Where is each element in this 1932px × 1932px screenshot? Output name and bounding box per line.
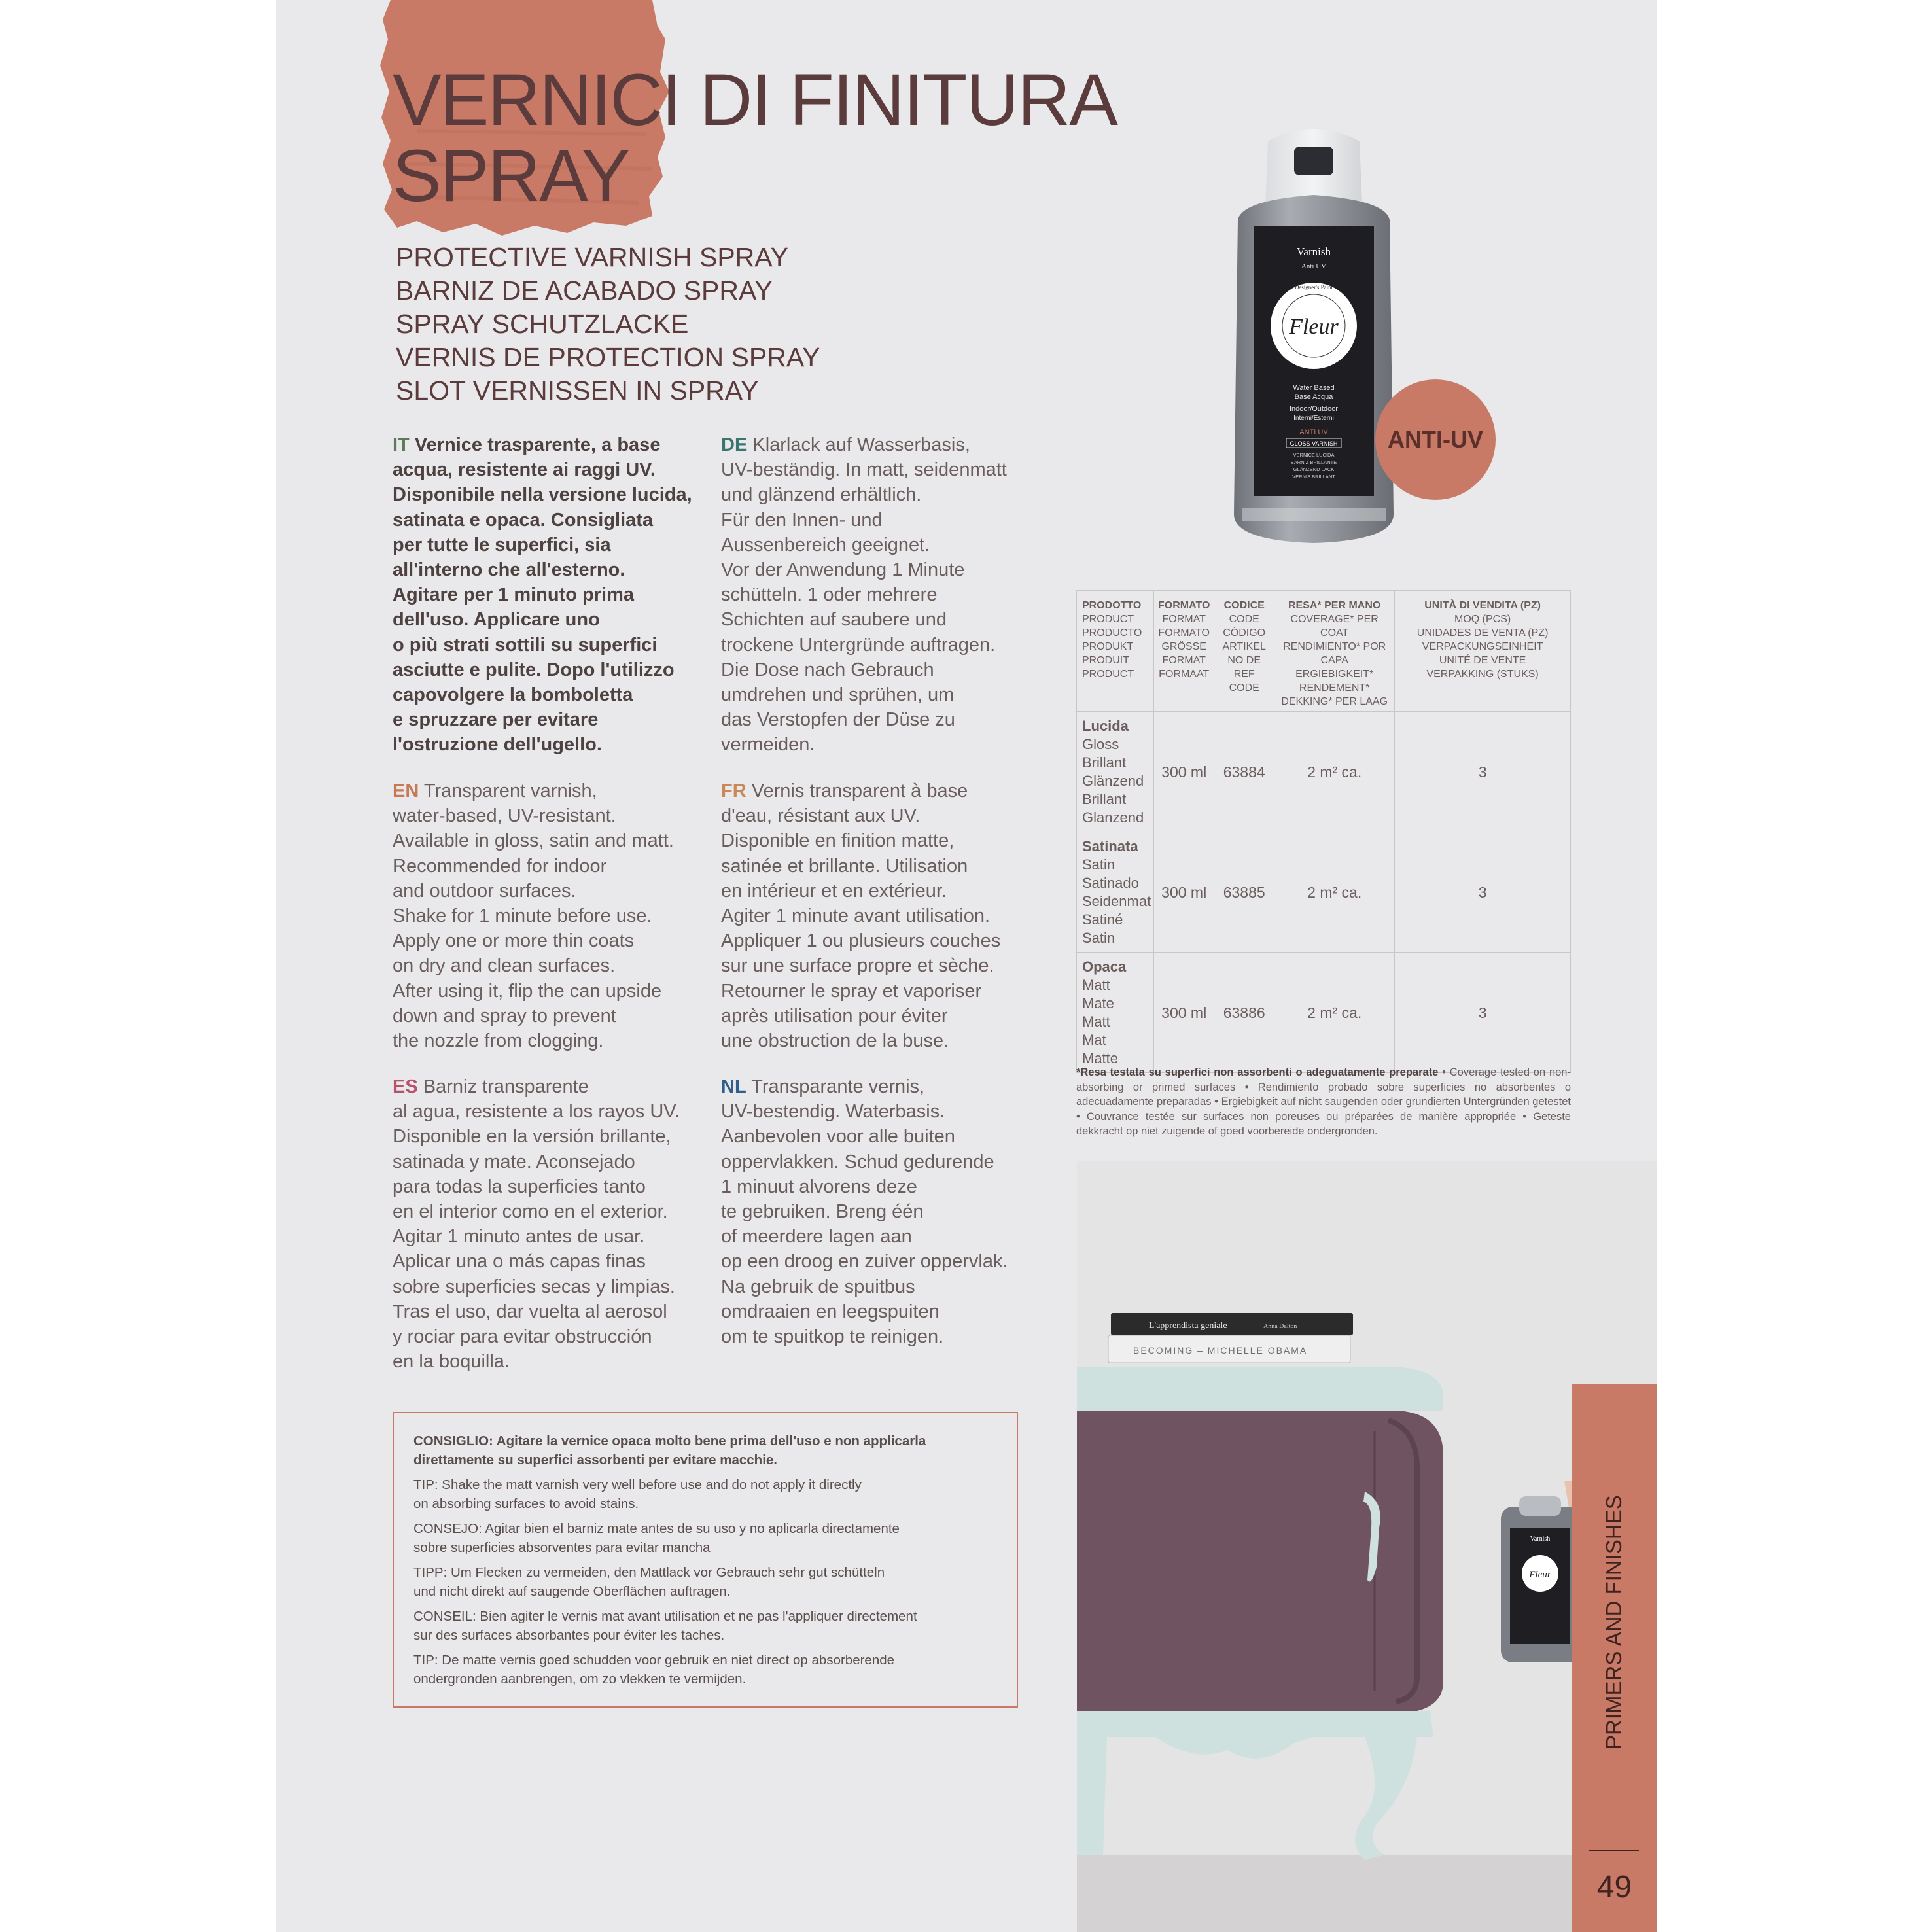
description-line: omdraaien en leegspuiten: [721, 1301, 940, 1322]
header-translation: PRODUKT: [1082, 641, 1134, 652]
tip-text: : Um Flecken zu vermeiden, den Mattlack vor Gebrauch sehr gut schütteln: [443, 1565, 885, 1580]
header-translation: VERPAKKING (STUKS): [1426, 669, 1539, 680]
tip-de: [413, 1563, 997, 1601]
description-line: down and spray to prevent: [393, 1005, 616, 1027]
book-top-author: Anna Dalton: [1263, 1323, 1297, 1330]
cabinet-leg-left: [1077, 1737, 1107, 1855]
tip-en: [413, 1475, 997, 1513]
description-line: sur une surface propre et sèche.: [721, 955, 994, 977]
description-line: d'eau, résistant aux UV.: [721, 805, 921, 827]
tip-label: TIPP: [413, 1565, 444, 1580]
description-line: asciutte e pulite. Dopo l'utilizzo: [393, 659, 675, 680]
header-title: UNITÀ DI VENDITA (PZ): [1424, 600, 1541, 611]
description-line: op een droog en zuiver oppervlak.: [721, 1251, 1008, 1273]
product-translation: Satin: [1082, 929, 1115, 946]
description-line: Aussenbereich geeignet.: [721, 534, 930, 555]
header-translation: ARTIKEL: [1222, 641, 1266, 652]
page-number: 49: [1596, 1870, 1632, 1905]
tip-text: : Bien agiter le vernis mat avant utilisation et ne pas l'appliquer directement: [472, 1609, 917, 1624]
description-line: al agua, resistente a los rayos UV.: [393, 1101, 680, 1123]
description-line: After using it, flip the can upside: [393, 980, 662, 1002]
description-paragraph: [393, 779, 713, 1053]
description-line: das Verstopfen der Düse zu: [721, 709, 955, 731]
section-label: PRIMERS AND FINISHES: [1602, 1495, 1626, 1749]
tip-text: : Shake the matt varnish very well before use and do not apply it directly: [434, 1477, 862, 1492]
tip-label: CONSEJO: [413, 1521, 479, 1536]
product-name: Lucida: [1082, 717, 1129, 734]
small-can-top: [1519, 1496, 1561, 1516]
description-line: Na gebruik de spuitbus: [721, 1276, 915, 1297]
subtitle-nl: SLOT VERNISSEN IN SPRAY: [396, 376, 759, 406]
description-line: Transparante vernis,: [751, 1076, 925, 1097]
header-translation: RENDEMENT*: [1299, 682, 1370, 694]
product-translation: Matt: [1082, 976, 1110, 993]
description-line: satinée et brillante. Utilisation: [721, 855, 968, 877]
description-de: [721, 432, 1042, 758]
description-line: Apply one or more thin coats: [393, 930, 635, 952]
table-row: [1077, 832, 1571, 953]
description-line: Disponibile nella versione lucida,: [393, 484, 692, 506]
language-code: ES: [393, 1076, 418, 1097]
description-line: l'ostruzione dell'ugello.: [393, 734, 602, 756]
tip-text: : Agitar bien el barniz mate antes de su uso y no aplicarla directamente: [478, 1521, 900, 1536]
header-translation: PRODUCTO: [1082, 627, 1142, 639]
description-line: UV-bestendig. Waterbasis.: [721, 1101, 945, 1123]
header-moq: [1395, 591, 1571, 712]
product-translation: Brillant: [1082, 754, 1127, 771]
description-it: [393, 432, 713, 758]
cell-format: 300 ml: [1154, 832, 1214, 953]
header-translation: UNIDADES DE VENTA (PZ): [1416, 627, 1549, 639]
can-label-base-1: Water Based: [1293, 384, 1335, 392]
description-line: Available in gloss, satin and matt.: [393, 830, 674, 852]
cell-moq: 3: [1395, 953, 1571, 1073]
tip-text-2: ondergronden aanbrengen, om zo vlekken te vermijden.: [413, 1672, 746, 1687]
description-line: te gebruiken. Breng één: [721, 1201, 924, 1223]
description-line: Recommended for indoor: [393, 855, 607, 877]
description-line: Agitare per 1 minuto prima: [393, 584, 635, 606]
product-translation: Satiné: [1082, 911, 1123, 928]
tip-text: Agitare la vernice opaca molto bene prima dell'uso e non applicarla: [496, 1433, 926, 1449]
header-title: RESA* PER MANO: [1288, 600, 1381, 611]
catalog-page: [276, 0, 1657, 1932]
description-line: Transparent varnish,: [423, 781, 597, 801]
description-line: une obstruction de la buse.: [721, 1030, 949, 1052]
cell-code: 63885: [1214, 832, 1274, 953]
product-translation: Matte: [1082, 1049, 1119, 1066]
tip-text-2: und nicht direkt auf saugende Oberflächen auftragen.: [413, 1584, 731, 1599]
description-line: water-based, UV-resistant.: [393, 805, 616, 827]
language-code: EN: [393, 781, 419, 801]
description-line: Schichten auf saubere und: [721, 609, 947, 631]
header-title: FORMATO: [1157, 600, 1210, 611]
header-translation: CODE: [1229, 614, 1259, 625]
description-line: en el interior como en el exterior.: [393, 1201, 668, 1223]
description-line: und glänzend erhältlich.: [721, 484, 922, 506]
book-bottom-title: BECOMING – MICHELLE OBAMA: [1133, 1345, 1308, 1356]
brand-seal-ring-text: Designer's Paint: [1294, 284, 1333, 290]
header-translation: VERPACKUNGSEINHEIT: [1422, 641, 1543, 652]
cabinet-base: [1077, 1711, 1433, 1737]
table-row: [1077, 953, 1571, 1073]
page-number-rule: [1589, 1850, 1639, 1851]
product-spec-table: [1076, 590, 1571, 1073]
small-can-brand: Fleur: [1529, 1570, 1551, 1580]
cell-moq: 3: [1395, 832, 1571, 953]
anti-uv-badge: ANTI-UV: [1375, 379, 1496, 500]
cell-coverage: 2 m² ca.: [1274, 712, 1395, 832]
description-line: of meerdere lagen aan: [721, 1226, 912, 1248]
description-line: Aanbevolen voor alle buiten: [721, 1126, 955, 1148]
can-label-lang: GLÄNZEND LACK: [1293, 466, 1335, 472]
header-translation: UNITÉ DE VENTE: [1439, 655, 1526, 666]
photo-floor: [1077, 1855, 1657, 1932]
header-code: [1214, 591, 1274, 712]
can-label-use-1: Indoor/Outdoor: [1290, 405, 1338, 413]
tip-nl: [413, 1651, 997, 1689]
description-line: the nozzle from clogging.: [393, 1030, 604, 1052]
description-line: 1 minuut alvorens deze: [721, 1176, 917, 1197]
product-name: Satinata: [1082, 837, 1138, 854]
nozzle: [1294, 147, 1333, 175]
header-title: PRODOTTO: [1082, 600, 1142, 611]
description-line: capovolgere la bomboletta: [393, 684, 633, 706]
description-line: Für den Innen- und: [721, 509, 883, 531]
product-translation: Mat: [1082, 1031, 1106, 1048]
description-line: and outdoor surfaces.: [393, 880, 576, 902]
cabinet-body: [1077, 1411, 1443, 1711]
description-line: Retourner le spray et vaporiser: [721, 980, 982, 1002]
cell-coverage: 2 m² ca.: [1274, 832, 1395, 953]
furniture-photo: [1077, 1161, 1657, 1932]
header-translation: FORMAT: [1162, 655, 1206, 666]
subtitle-es: BARNIZ DE ACABADO SPRAY: [396, 275, 773, 306]
description-nl: [721, 1074, 1042, 1349]
can-label-sub: Anti UV: [1301, 262, 1327, 270]
header-format: [1154, 591, 1214, 712]
page-title: [393, 59, 1117, 217]
description-line: e spruzzare per evitare: [393, 709, 599, 731]
header-translation: MOQ (PCS): [1454, 614, 1511, 625]
header-translation: NO DE REF: [1227, 655, 1261, 680]
description-line: après utilisation pour éviter: [721, 1005, 948, 1027]
product-translation: Satinado: [1082, 874, 1139, 891]
description-line: Barniz transparente: [423, 1076, 589, 1097]
product-translation: Matt: [1082, 1013, 1110, 1030]
header-translation: PRODUCT: [1082, 614, 1134, 625]
description-line: satinada y mate. Aconsejado: [393, 1151, 635, 1172]
title-line-1: VERNICI DI FINITURA: [393, 59, 1117, 141]
tip-fr: [413, 1607, 997, 1645]
description-line: sobre superficies secas y limpias.: [393, 1276, 675, 1297]
description-paragraph: [393, 432, 713, 758]
can-label-gloss: GLOSS VARNISH: [1290, 440, 1338, 447]
description-line: Agitar 1 minuto antes de usar.: [393, 1226, 645, 1248]
description-line: on dry and clean surfaces.: [393, 955, 616, 977]
tip-label: TIP: [413, 1653, 434, 1668]
description-paragraph: [721, 1074, 1042, 1349]
tip-es: [413, 1519, 997, 1557]
book-top: [1111, 1313, 1353, 1335]
description-line: Tras el uso, dar vuelta al aerosol: [393, 1301, 667, 1322]
description-line: Agiter 1 minute avant utilisation.: [721, 905, 991, 927]
header-translation: GRÖSSE: [1161, 641, 1206, 652]
brand-logo-text: Fleur: [1289, 315, 1339, 339]
description-line: Shake for 1 minute before use.: [393, 905, 652, 927]
header-translation: FORMAAT: [1159, 669, 1210, 680]
header-translation: DEKKING* PER LAAG: [1281, 696, 1388, 707]
description-paragraph: [721, 779, 1042, 1053]
title-line-2: SPRAY: [393, 135, 629, 217]
header-product: [1077, 591, 1154, 712]
tip-it: [413, 1431, 997, 1469]
tip-label: CONSIGLIO:: [413, 1433, 493, 1449]
language-code: FR: [721, 781, 746, 801]
footnote-text: • Coverage tested on non-absorbing or primed surfaces • Rendimiento probado sobre superficies no absorbentes o adecuadamente preparadas • Ergiebigkeit auf nicht saugenden oder grundierten Untergründen getestet • Couvrance testée sur surfaces non poreuses ou préparées de manière appropriée • Geteste dekkracht op niet zuigende of goed voorbereide ondergronden.: [1076, 1066, 1571, 1137]
description-line: en la boquilla.: [393, 1351, 510, 1373]
subtitle-list: [396, 241, 820, 408]
product-translation: Seidenmat: [1082, 892, 1151, 909]
description-paragraph: [721, 432, 1042, 758]
book-top-title: L'apprendista geniale: [1149, 1321, 1227, 1331]
description-line: Vernice trasparente, a base: [414, 434, 661, 455]
coverage-footnote: [1076, 1065, 1571, 1139]
description-line: Die Dose nach Gebrauch: [721, 659, 934, 680]
description-fr: [721, 779, 1042, 1053]
header-translation: ERGIEBIGKEIT*: [1295, 669, 1374, 680]
tip-text-2: sobre superficies absorventes para evitar mancha: [413, 1540, 711, 1555]
description-line: y rociar para evitar obstrucción: [393, 1326, 652, 1348]
description-line: Aplicar una o más capas finas: [393, 1251, 646, 1273]
header-translation: COVERAGE* PER COAT: [1290, 614, 1379, 639]
description-line: o più strati sottili su superfici: [393, 634, 658, 656]
cell-product: [1077, 832, 1154, 953]
product-translation: Brillant: [1082, 790, 1127, 807]
description-line: oppervlakken. Schud gedurende: [721, 1151, 994, 1172]
footnote-bold: *Resa testata su superfici non assorbenti o adeguatamente preparate: [1076, 1066, 1439, 1078]
language-code: NL: [721, 1076, 746, 1097]
cell-code: 63886: [1214, 953, 1274, 1073]
description-line: Vor der Anwendung 1 Minute: [721, 559, 965, 581]
cell-format: 300 ml: [1154, 712, 1214, 832]
header-translation: FORMATO: [1158, 627, 1210, 639]
language-code: IT: [393, 434, 410, 455]
tip-text-2: on absorbing surfaces to avoid stains.: [413, 1496, 639, 1511]
description-line: Vernis transparent à base: [751, 781, 968, 801]
can-label-use-2: Interni/Esterni: [1293, 415, 1334, 422]
header-translation: FORMAT: [1162, 614, 1206, 625]
description-line: om te spuitkop te reinigen.: [721, 1326, 944, 1348]
description-line: dell'uso. Applicare uno: [393, 609, 600, 631]
header-translation: CÓDIGO: [1223, 627, 1266, 639]
tip-box: [393, 1412, 1018, 1708]
description-line: schütteln. 1 oder mehrere: [721, 584, 938, 606]
header-translation: CODE: [1229, 682, 1259, 694]
can-label-lang: BARNIZ BRILLANTE: [1290, 459, 1337, 465]
cell-coverage: 2 m² ca.: [1274, 953, 1395, 1073]
cell-format: 300 ml: [1154, 953, 1214, 1073]
description-line: Disponible en la versión brillante,: [393, 1126, 671, 1148]
description-line: UV-beständig. In matt, seidenmatt: [721, 459, 1007, 481]
description-line: para todas la superficies tanto: [393, 1176, 646, 1197]
header-coverage: [1274, 591, 1395, 712]
description-line: trockene Untergründe auftragen.: [721, 634, 996, 656]
product-translation: Satin: [1082, 856, 1115, 873]
product-translation: Mate: [1082, 994, 1114, 1011]
header-translation: PRODUIT: [1082, 655, 1129, 666]
description-paragraph: [393, 1074, 713, 1374]
language-code: DE: [721, 434, 748, 455]
description-line: all'interno che all'esterno.: [393, 559, 625, 581]
header-translation: PRODUCT: [1082, 669, 1134, 680]
product-translation: Glanzend: [1082, 809, 1144, 826]
description-line: Appliquer 1 ou plusieurs couches: [721, 930, 1001, 952]
small-can-label-text: Varnish: [1530, 1536, 1551, 1543]
description-line: satinata e opaca. Consigliata: [393, 509, 654, 531]
description-line: Klarlack auf Wasserbasis,: [752, 434, 970, 455]
description-line: umdrehen und sprühen, um: [721, 684, 955, 706]
description-es: [393, 1074, 713, 1374]
subtitle-fr: VERNIS DE PROTECTION SPRAY: [396, 342, 820, 372]
description-line: vermeiden.: [721, 734, 815, 756]
tip-label: CONSEIL: [413, 1609, 472, 1624]
product-translation: Glänzend: [1082, 772, 1144, 789]
description-en: [393, 779, 713, 1053]
product-translation: Gloss: [1082, 735, 1119, 752]
tip-text-2: direttamente su superfici assorbenti per evitare macchie.: [413, 1452, 777, 1467]
cell-code: 63884: [1214, 712, 1274, 832]
table-header-row: [1077, 591, 1571, 712]
can-label-antiuv: ANTI UV: [1299, 429, 1328, 436]
subtitle-en: PROTECTIVE VARNISH SPRAY: [396, 242, 788, 272]
header-title: CODICE: [1223, 600, 1265, 611]
spray-can-image: [1222, 122, 1405, 551]
can-label-name: Varnish: [1297, 245, 1331, 258]
cabinet-top: [1077, 1367, 1443, 1411]
subtitle-de: SPRAY SCHUTZLACKE: [396, 309, 689, 339]
product-name: Opaca: [1082, 958, 1127, 975]
table-row: [1077, 712, 1571, 832]
cell-product: [1077, 712, 1154, 832]
description-line: Disponible en finition matte,: [721, 830, 955, 852]
tip-label: TIP: [413, 1477, 434, 1492]
cell-moq: 3: [1395, 712, 1571, 832]
section-side-tab: [1572, 1384, 1657, 1932]
can-fine-print: [1242, 508, 1386, 521]
can-label-lang: VERNICE LUCIDA: [1293, 452, 1335, 458]
can-label-lang: VERNIS BRILLANT: [1292, 474, 1335, 480]
can-label-base-2: Base Acqua: [1294, 393, 1333, 401]
tip-text-2: sur des surfaces absorbantes pour éviter les taches.: [413, 1628, 725, 1643]
description-line: en intérieur et en extérieur.: [721, 880, 947, 902]
cell-product: [1077, 953, 1154, 1073]
tip-text: : De matte vernis goed schudden voor gebruik en niet direct op absorberende: [434, 1653, 895, 1668]
description-line: acqua, resistente ai raggi UV.: [393, 459, 656, 481]
description-line: per tutte le superfici, sia: [393, 534, 611, 555]
header-translation: RENDIMIENTO* POR CAPA: [1283, 641, 1386, 666]
